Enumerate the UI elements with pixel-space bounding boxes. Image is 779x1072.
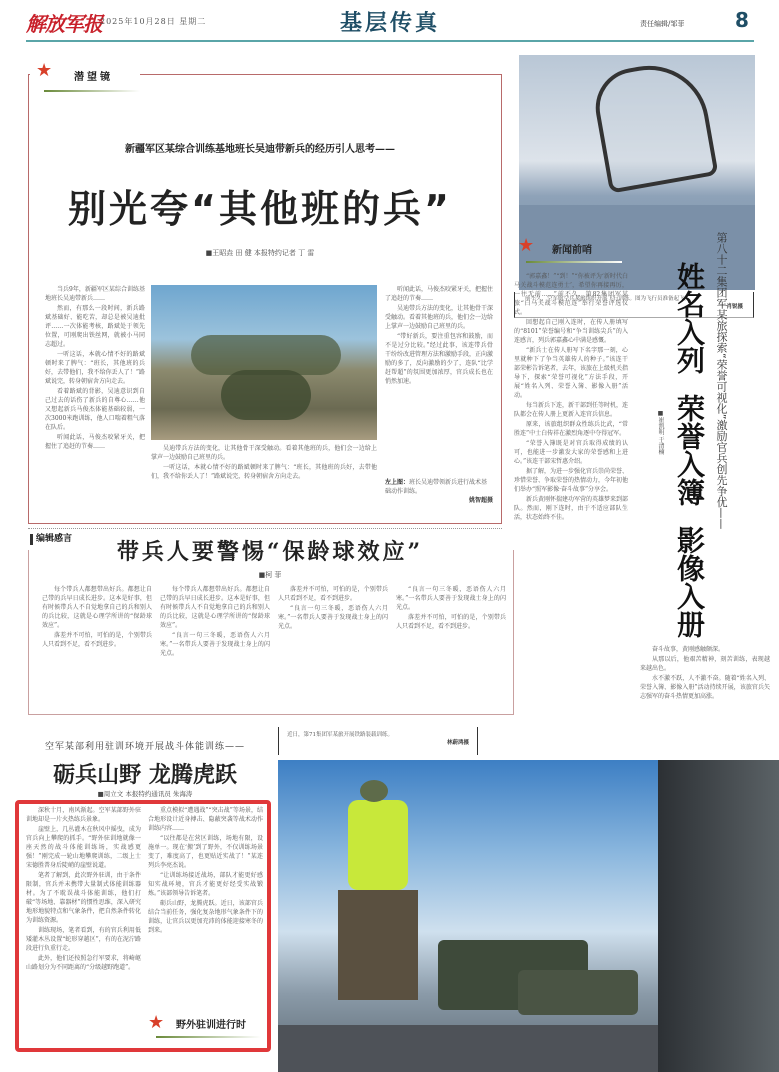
issue-date: 2025年10月28日 星期二 [100,17,207,26]
section-divider [28,528,502,529]
news-front-subtitle: 第八十二集团军某旅探索“荣誉可视化”激励官兵创先争优—— [715,232,728,530]
article-column-1: 当兵9年，新疆军区某综合训练基地班长吴迪带新兵…… 然而，有那么一段时间，新兵路斌基础好、能吃苦，却总是被吴迪批评……一次体能考核，路斌处于领先位置，可刚爬出铁丝网，就被小马同志超过。 一听这话，本就心情不好的路斌顿时来了脾气：“班长，其他班的兵好，去带他们，我不给你丢人了！”路斌说完，转身朝宿舍方向走去。 看着路斌的背影，吴迪意识到自己过去的话伤了新兵的自尊心……他又想起新兵马俊杰体能基础较弱，一次3000米跑训练，他人口喘着粗气落在队后。 听闻此话，马俊杰咬紧牙关，把握住了追赶的节奏…… [45,286,145,450]
news-front-title [672,262,706,642]
article-byline: ■王昭垚 田 健 本报特约记者 丁 雷 [205,249,315,257]
bottom-article-subtitle: 空军某部利用驻训环境开展战斗体能训练—— [44,742,245,752]
editorial-byline: ■柯 菲 [258,571,282,579]
article-title: 别光夸“其他班的兵” [68,187,452,231]
news-front-byline: ■崔凯明 于清楠 [657,410,664,455]
column-label: 潜望镜 [74,72,113,83]
column-underline [526,261,622,263]
soldier-figure [348,800,408,890]
news-front-kicker [512,235,622,267]
title-line-2: 荣誉入簿 [673,394,706,506]
newspaper-logo: 解放军报 [26,12,102,36]
title-line-3: 影像入册 [673,526,706,638]
news-front-column-1: “郭嘉鑫！”“到！”“你被评为‘新时代白马关战斗模范连勇士’，希望你再接再厉，一往无前……”前不久，第82集团军某旅“白马关战斗模范连”举行荣誉评选仪式。 回想起自己刚入连时，在传人册填写的“8101”荣誉编号和“争当训练尖兵”的入连感言，列兵郭嘉鑫心中满是感慨。 “新兵士在传人册写下名字那一刻，心里就种下了争当英雄传人的种子。”该连干部荣彬告诉笔者，去年，该旅在上级机关指导下，探索“荣誉可视化”方法手段，开展“姓名入列、荣誉入簿、影像入册”活动。 每当新兵下连，新干部到任等时机，连队都会在传人册上更新入连官兵信息。 原来，该旅组织群众性练兵比武，“常胜连”中士白传祥在激烈角逐中夺得冠军。 “荣誉入簿既是对官兵取得成绩的认可，也能进一步激发大家的荣誉感和上进心。”该连干部宋哲惠介绍。 据了解，为进一步强化官兵崇尚荣誉、珍惜荣誉、争取荣誉的热情动力，今年初他们举办“照军影像·奋斗故事”分享会。 新兵黄刚怀揣建功军营的英雄梦来到部队。然而，刚下连时，由于不适应部队生活，状态始终不佳。 [514,273,628,521]
article-column-3: 听闻此话，马俊杰咬紧牙关，把握住了追赶的节奏…… 吴迪带兵方法的变化，让其他骨干深受触动。看着其他班的兵，他们会一边给上掌声一边鼓励自己班里的兵。 “带好新兵，要注重包容和鼓励，而不是过分比较。”经过此事，该连带兵骨干纷纷改进管理方法和激励手段，正向激励的多了，反向激励的少了，连队“比学赶帮超”的氛围更加浓厚，官兵成长也在悄然加速。 [385,286,493,385]
right-photo-caption-box: 前不久，空军航空兵某旅组织开展飞行训练。图为飞行员准备起飞。 肖锐摄 [514,292,754,318]
column-underline [44,90,140,92]
star-icon: ★ [36,60,53,81]
page-number: 8 [735,8,749,32]
editorial-column-1: 每个带兵人都想带出好兵。都想让自己带的兵早日成长进步。这本是好事，但有时候带兵人不自觉地拿自己的兵和别人的兵比较，这就是心理学所讲的“保龄球效应”。 落差并不可怕，可怕的是，个别带兵人只看到不足，看不到进步。 [42,586,152,648]
column-underline [156,1036,261,1038]
news-front-column-2: 奋斗故事，黄刚感触颇深。 从那以后，他艰苦精神，刻苦训练，表现越来越出色。 水不激不跃，人不激不奋。随着“姓名入列、荣誉入簿、影像入册”活动持续开展，该旅官兵矢志强军的奋斗热情更加高涨。 [640,646,770,700]
editorial-column-3: 落差并不可怕，可怕的是，个别带兵人只看到不足，看不到进步。 “良言一句三冬暖，恶语伤人六月寒。”一名带兵人要善于发现战士身上的闪光点。 [278,586,388,630]
editorial-title: 带兵人要警惕“保龄球效应” [116,539,424,565]
article-subtitle: 新疆军区某综合训练基地班长吴迪带新兵的经历引人思考—— [125,144,395,155]
column-label: 新闻前哨 [552,245,592,256]
article-column-2: 吴迪带兵方法的变化，让其他骨干深受触动。看着其他班的兵，他们会一边给上掌声一边鼓励自己班里的兵。 一听这话，本就心情不好的路斌顿时来了脾气：“班长，其他班的兵好，去带他们，我不给你丢人了！”路斌说完，转身朝宿舍方向走去。 [151,445,377,480]
railway-loading-photo [278,760,779,1072]
section-title: 基层传真 [339,11,440,36]
soldiers-training-photo [151,285,377,440]
star-icon: ★ [518,235,535,256]
bottom-article-byline: ■周立文 本报特约通讯员 朱海涛 [97,790,193,798]
masthead-rule [26,40,754,42]
field-training-kicker [148,1012,263,1042]
editorial-column-label: 编辑感言 [30,534,72,545]
star-icon: ★ [148,1012,165,1033]
bottom-column-2: 重点模拟“遭遇战”“突击战”等场景，结合地形设计近身搏击、隐蔽突袭等战术动作训练内容…… “以往都是在营区训练，场地有限，设施单一。现在‘搬’到了野外，不仅训练场景变了，难度高了，也更贴近实战了！”某连列兵李亮杰说。 “让训练场接近战场，部队才能更好感知实战环境，官兵才能更好经受实战锻炼。”该部领导告诉笔者。 砺兵山野，龙腾虎跃。近日，该部官兵结合当前任务，强化复杂地形气象条件下的训练，让官兵以更加充沛的体能迎接寒冬的到来。 [148,807,263,934]
bottom-column-1: 深秋十月，南风渐起。空军某部野外驻训地却是一片火热练兵景象。 崖壁上，几丛灌木在秋风中摇曳，成为官兵向上攀爬的抓手。“野外驻训地就像一座天然的战斗体能训练场，实战感更强！”刚完成一轮山地攀爬训练，二级上士宋德胜普身后陡峭的崖壁说道。 笔者了解到，此次野外驻训，由于条件限制，官兵并未携带大量制式体能训练器材。为了不耽误战斗体能训练，他们打破“等场地、靠器材”的惯性思维，深入研究地形地貌特点和气象条件，把自然条件转化为训练资源。 训练现场，笔者看到，有的官兵利用低矮灌木丛设置“蛇形穿越区”，有的在泥泞路段进行负重行走。 此外，他们还按照急行军要求，将崎岖山路划分为不同距离的“分级越野跑道”。 [26,807,141,971]
top-article-kicker [30,60,140,96]
title-line-1: 姓名入列 [673,262,706,374]
editor-credit: 责任编辑/邹菲 [640,20,685,28]
editorial-column-2: 每个带兵人都想带出好兵。都想让自己带的兵早日成长进步。这本是好事，但有时候带兵人不自觉地拿自己的兵和别人的兵比较，这就是心理学所讲的“保龄球效应”。 “良言一句三冬暖，恶语伤人六月寒。”一名带兵人要善于发现战士身上的闪光点。 [160,586,270,657]
photo-caption: 左上图：班长吴迪带领新兵进行战术基础动作训练。 姚智超摄 [385,479,493,504]
column-label: 野外驻训进行时 [176,1020,246,1031]
editorial-column-4: “良言一句三冬暖，恶语伤人六月寒。”一名带兵人要善于发现战士身上的闪光点。 落差并不可怕，可怕的是，个别带兵人只看到不足，看不到进步。 [396,586,506,630]
bottom-article-title: 砺兵山野 龙腾虎跃 [53,762,237,788]
bottom-photo-caption: 近日，第71集团军某旅开展铁路装载训练。 林蔚鸿摄 [278,727,478,755]
